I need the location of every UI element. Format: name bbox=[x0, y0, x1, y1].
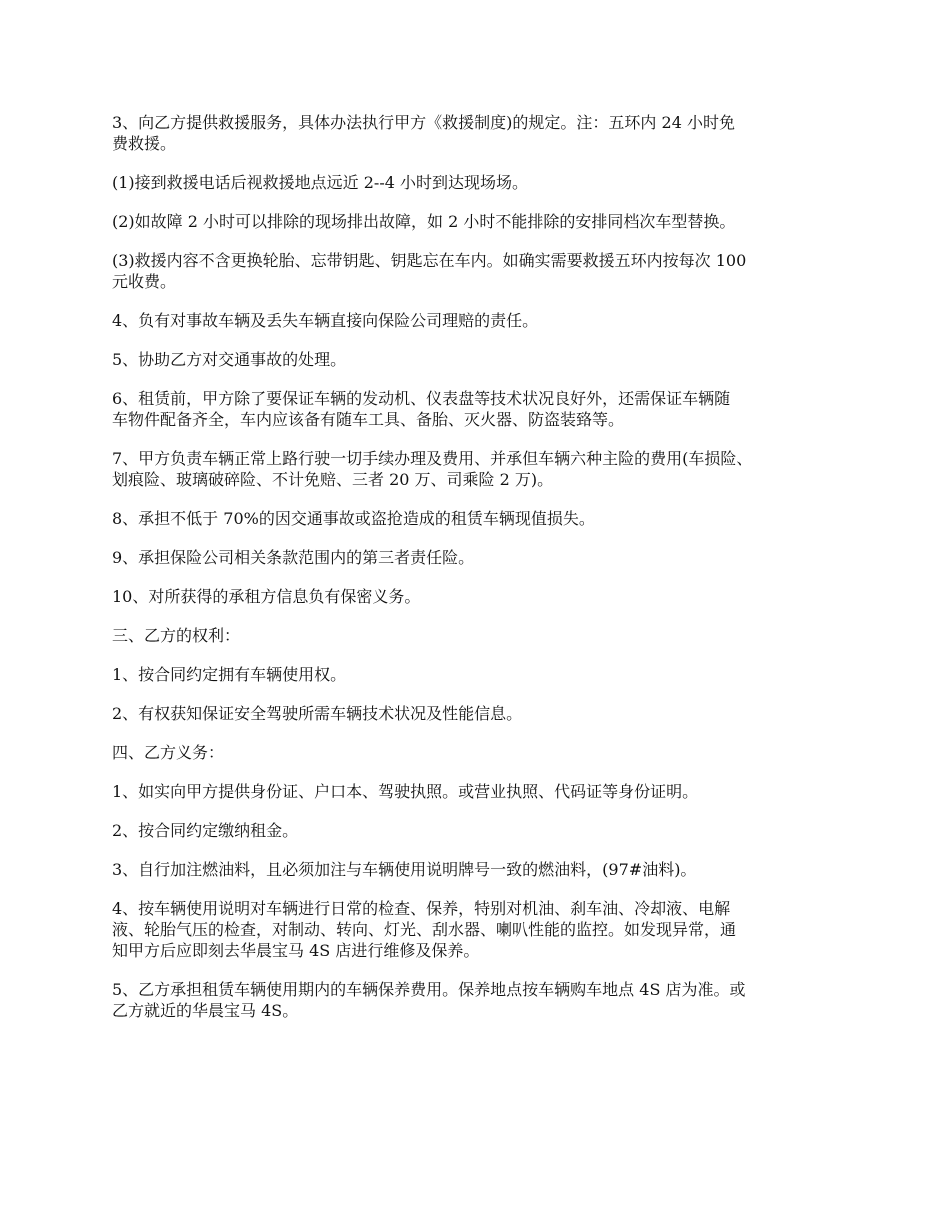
paragraph-id-documents: 1、如实向甲方提供身份证、户口本、驾驶执照。或营业执照、代码证等身份证明。 bbox=[112, 782, 699, 801]
section-heading-rights: 三、乙方的权利： bbox=[112, 626, 241, 645]
paragraph-fault-repair: (2)如故障 2 小时可以排除的现场排出故障，如 2 小时不能排除的安排同档次车型替换。 bbox=[112, 212, 736, 231]
paragraph-maintenance-cost: 5、乙方承担租赁车辆使用期内的车辆保养费用。保养地点按车辆购车地点 4S 店为准。或 乙方就近的华晨宝马 4S。 bbox=[112, 980, 746, 1020]
paragraph-daily-inspection: 4、按车辆使用说明对车辆进行日常的检查、保养，特别对机油、刹车油、冷却液、电解 液、轮胎气压的检查，对制动、转向、灯光、刮水器、喇叭性能的监控。如发现异常，通 知甲方后应即刻去华晨宝马 4S 店进行维修及保养。 bbox=[112, 899, 737, 960]
paragraph-usage-right: 1、按合同约定拥有车辆使用权。 bbox=[112, 665, 347, 684]
paragraph-rescue-scope: (3)救援内容不含更换轮胎、忘带钥匙、钥匙忘在车内。如确实需要救援五环内按每次 100 元收费。 bbox=[112, 251, 747, 291]
paragraph-road-procedures: 7、甲方负责车辆正常上路行驶一切手续办理及费用、并承但车辆六种主险的费用(车损险、 划痕险、玻璃破碎险、不计免赔、三者 20 万、司乘险 2 万)。 bbox=[112, 449, 753, 489]
paragraph-insurance-claims: 4、负有对事故车辆及丢失车辆直接向保险公司理赔的责任。 bbox=[112, 311, 539, 330]
section-heading-duties: 四、乙方义务： bbox=[112, 743, 225, 762]
paragraph-accident-assist: 5、协助乙方对交通事故的处理。 bbox=[112, 350, 347, 369]
paragraph-info-right: 2、有权获知保证安全驾驶所需车辆技术状况及性能信息。 bbox=[112, 704, 523, 723]
paragraph-rescue-arrival: (1)接到救援电话后视救援地点远近 2--4 小时到达现场场。 bbox=[112, 173, 529, 192]
document-page bbox=[112, 112, 854, 1039]
paragraph-rescue-service: 3、向乙方提供救援服务，具体办法执行甲方《救援制度)的规定。注：五环内 24 小时免 费救援。 bbox=[112, 113, 735, 153]
paragraph-third-party: 9、承担保险公司相关条款范围内的第三者责任险。 bbox=[112, 548, 475, 567]
paragraph-confidentiality: 10、对所获得的承租方信息负有保密义务。 bbox=[112, 587, 421, 606]
paragraph-loss-share: 8、承担不低于 70%的因交通事故或盗抢造成的租赁车辆现值损失。 bbox=[112, 509, 595, 528]
paragraph-rent-payment: 2、按合同约定缴纳租金。 bbox=[112, 821, 299, 840]
paragraph-fuel: 3、自行加注燃油料，且必须加注与车辆使用说明牌号一致的燃油料，(97#油料)。 bbox=[112, 860, 697, 879]
paragraph-vehicle-condition: 6、租赁前，甲方除了要保证车辆的发动机、仪表盘等技术状况良好外，还需保证车辆随 车物件配备齐全，车内应该备有随车工具、备胎、灭火器、防盗装臵等。 bbox=[112, 389, 731, 429]
